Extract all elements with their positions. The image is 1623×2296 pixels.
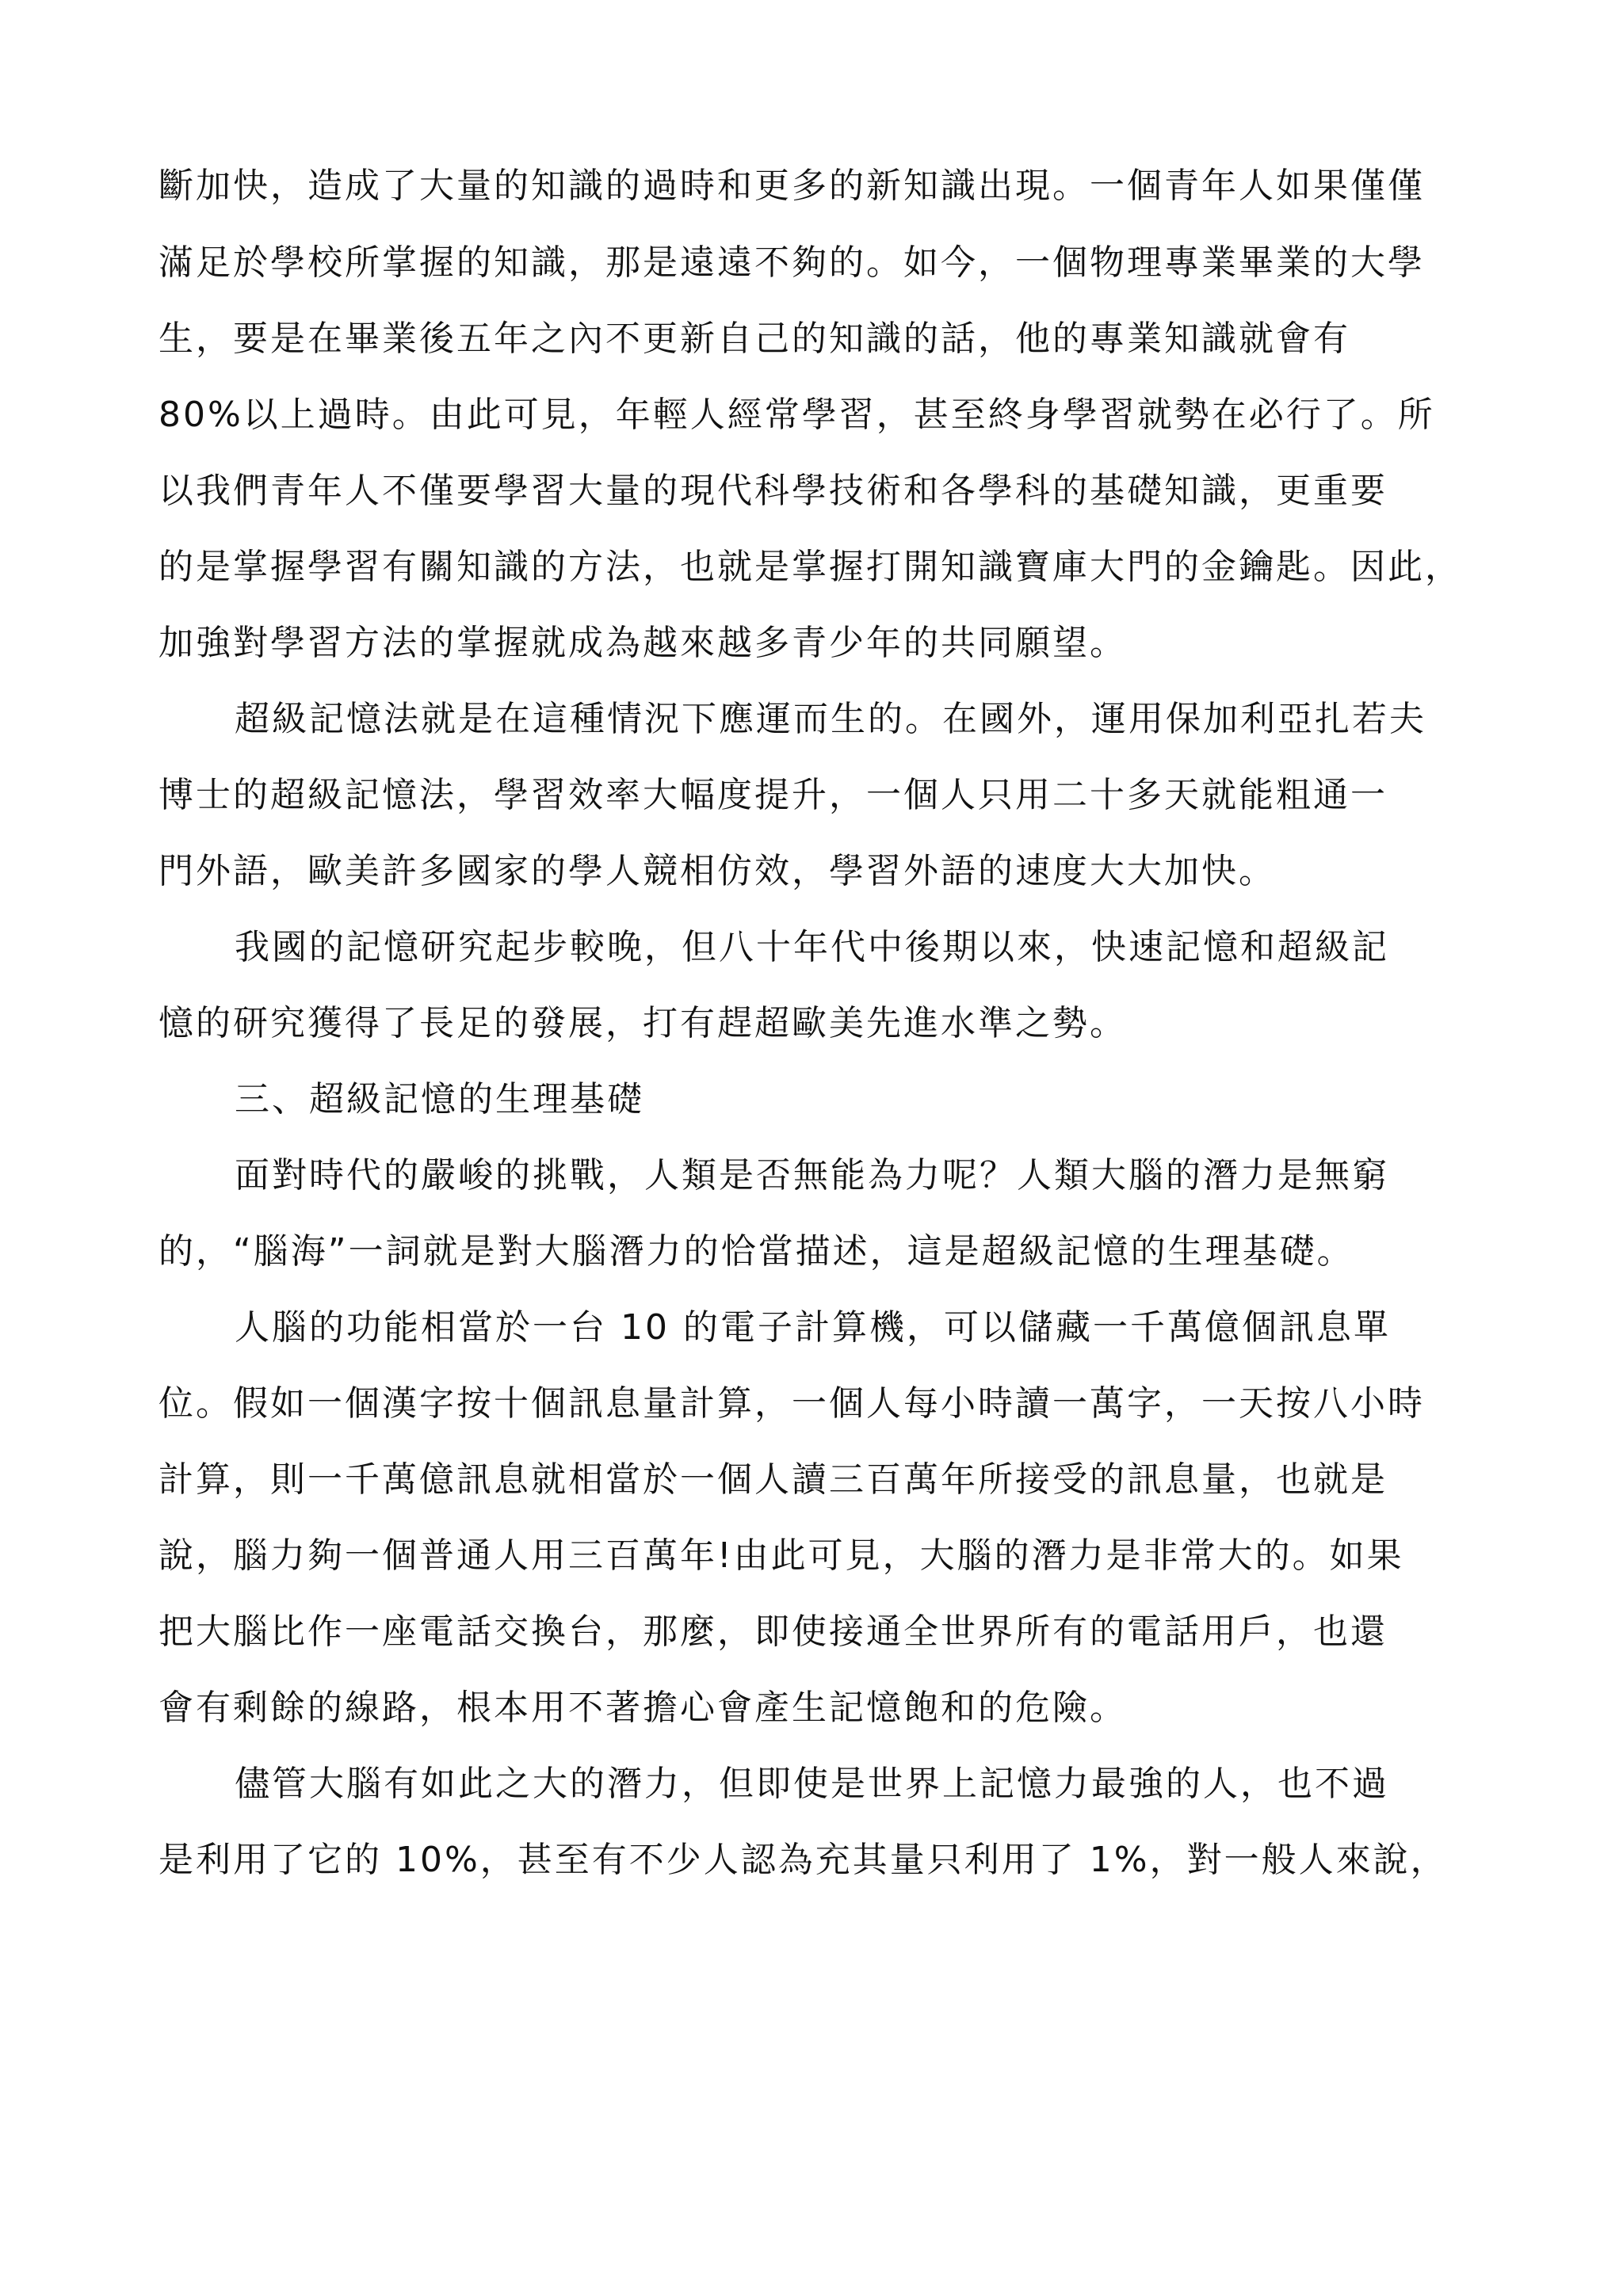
- text-line: 滿足於學校所掌握的知識，那是遠遠不夠的。如今，一個物理專業畢業的大學: [158, 242, 1425, 283]
- section-heading: 三、超級記憶的生理基礎: [235, 1079, 644, 1119]
- text-line: 博士的超級記憶法，學習效率大幅度提升，一個人只用二十多天就能粗通一: [158, 775, 1388, 815]
- text-line: 加強對學習方法的掌握就成為越來越多青少年的共同願望。: [158, 623, 1127, 663]
- text-line: 把大腦比作一座電話交換台，那麼，即使接通全世界所有的電話用戶，也還: [158, 1611, 1388, 1652]
- text-line: 斷加快，造成了大量的知識的過時和更多的新知識出現。一個青年人如果僅僅: [158, 166, 1425, 206]
- text-line: 會有剩餘的線路，根本用不著擔心會產生記憶飽和的危險。: [158, 1688, 1127, 1728]
- text-line: 門外語，歐美許多國家的學人競相仿效，學習外語的速度大大加快。: [158, 851, 1276, 891]
- text-line: 人腦的功能相當於一台 10 的電子計算機，可以儲藏一千萬億個訊息單: [235, 1307, 1391, 1348]
- text-line: 儘管大腦有如此之大的潛力，但即使是世界上記憶力最強的人，也不過: [235, 1764, 1389, 1804]
- text-line: 生，要是在畢業後五年之內不更新自己的知識的話，他的專業知識就會有: [158, 318, 1350, 359]
- text-line: 位。假如一個漢字按十個訊息量計算，一個人每小時讀一萬字，一天按八小時: [158, 1383, 1425, 1424]
- text-line: 面對時代的嚴峻的挑戰，人類是否無能為力呢？人類大腦的潛力是無窮: [235, 1155, 1389, 1196]
- text-line: 說，腦力夠一個普通人用三百萬年!由此可見，大腦的潛力是非常大的。如果: [158, 1535, 1404, 1576]
- text-line: 憶的研究獲得了長足的發展，打有趕超歐美先進水準之勢。: [158, 1003, 1127, 1043]
- text-line: 的是掌握學習有關知識的方法，也就是掌握打開知識寶庫大門的金鑰匙。因此，: [158, 547, 1462, 587]
- text-line: 以我們青年人不僅要學習大量的現代科學技術和各學科的基礎知識，更重要: [158, 471, 1388, 511]
- text-line: 的，“腦海”一詞就是對大腦潛力的恰當描述，這是超級記憶的生理基礎。: [158, 1231, 1354, 1272]
- text-line: 超級記憶法就是在這種情況下應運而生的。在國外，運用保加利亞扎若夫: [235, 699, 1426, 739]
- text-line: 80%以上過時。由此可見，年輕人經常學習，甚至終身學習就勢在必行了。所: [158, 395, 1435, 435]
- text-line: 計算，則一千萬億訊息就相當於一個人讀三百萬年所接受的訊息量，也就是: [158, 1459, 1388, 1500]
- text-line: 是利用了它的 10%，甚至有不少人認為充其量只利用了 1%，對一般人來說，: [158, 1840, 1448, 1880]
- text-line: 我國的記憶研究起步較晚，但八十年代中後期以來，快速記憶和超級記: [235, 927, 1389, 967]
